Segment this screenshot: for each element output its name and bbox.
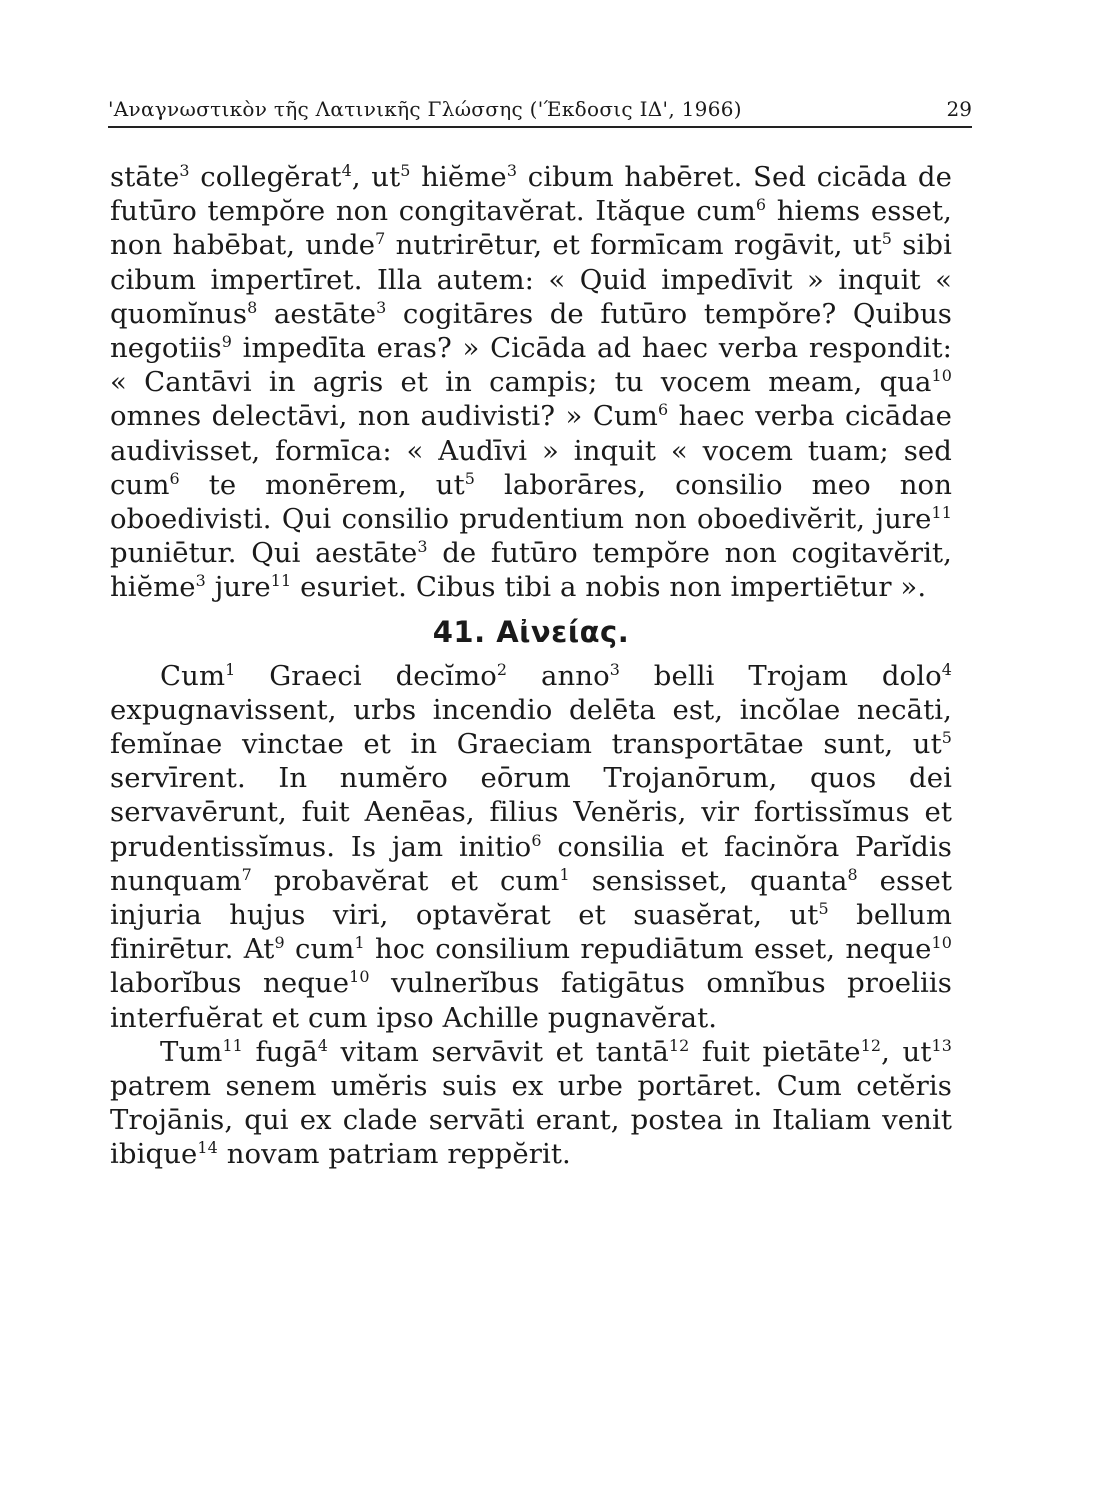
footnote-marker: 1 [225,659,236,679]
footnote-marker: 8 [847,864,858,884]
footnote-marker: 3 [609,659,620,679]
text-run: laborĭbus neque [110,967,350,1000]
footnote-marker: 14 [197,1138,218,1158]
footnote-marker: 1 [559,864,570,884]
text-run: hiĕme [410,161,507,193]
text-run: belli Trojam dolo [620,659,942,692]
text-run: bellum finirētur. At [110,899,952,966]
paragraph-aeneas-1 [110,659,952,1035]
footnote-marker: 5 [881,229,893,249]
footnote-marker: 11 [931,503,952,523]
footnote-marker: 3 [195,571,206,591]
text-run: vulnerĭbus fatigātus omnĭbus proeliis interfuĕrat et cum ipso Achille pugnavĕrat. [110,967,952,1034]
text-run: probavĕrat et cum [251,864,560,897]
footnote-marker: 11 [222,1036,243,1055]
footnote-marker: 4 [941,659,952,679]
text-run: puniētur. Qui aestāte [110,537,418,570]
footnote-marker: 6 [169,468,180,488]
text-run: fugā [242,1035,318,1068]
footnote-marker: 12 [668,1036,690,1055]
footnote-marker: 2 [496,659,508,679]
text-run: patrem senem umĕris suis ex urbe portāret. Cum cetĕris Trojānis, qui ex clade servāti erant, postea in Italiam venit ibique [110,1070,952,1171]
footnote-marker: 5 [400,161,411,181]
footnote-marker: 6 [657,400,669,420]
text-run: fuit pietāte [689,1035,861,1068]
text-run: haec verba cicādae audivisset, formīca: « Audīvi » inquit « vocem tuam; sed cum [110,400,952,501]
text-run: impedīta eras? » Cicāda ad haec verba respondit: « Cantāvi in agris et in campis; tu vocem meam, qua [110,332,952,399]
footnote-marker: 11 [270,571,292,591]
footnote-marker: 1 [354,933,365,953]
text-run: Cum [160,659,226,692]
text-run: sensisset, quanta [569,864,848,897]
text-run: servīrent. In numĕro eōrum Trojanōrum, quos dei servavērunt, fuit Aenēas, filius Venĕris, vir fortissĭmus et prudentissĭmus. Is jam initio [110,762,952,863]
footnote-marker: 10 [349,967,370,987]
footnote-marker: 6 [755,195,767,215]
footnote-marker: 5 [818,899,829,919]
text-run: cogitāres de futūro tempŏre? Quibus negotiis [110,297,952,365]
footnote-marker: 5 [941,728,952,748]
footnote-marker: 3 [179,161,190,181]
text-run: esset injuria hujus viri, optavĕrat et suasĕrat, ut [110,864,952,932]
footnote-marker: 7 [241,864,252,884]
footnote-marker: 12 [860,1036,882,1055]
footnote-marker: 13 [931,1036,953,1055]
text-run: cum [284,933,355,966]
footnote-marker: 7 [375,229,386,249]
footnote-marker: 4 [317,1036,329,1055]
text-run: , ut [881,1035,932,1068]
text-run: de futūro tempŏre non cogitavĕrit, hiĕme [110,537,952,604]
footnote-marker: 6 [531,830,542,850]
text-run: sibi cibum impertīret. Illa autem: « Quid impedīvit » inquit « quomĭnus [110,229,952,330]
text-run: novam patriam reppĕrit. [217,1138,571,1171]
text-run: nutrirētur, et formīcam rogāvit, ut [385,229,882,262]
page-body [110,160,952,1172]
footnote-marker: 5 [464,468,476,488]
text-run: collegĕrat [189,161,342,193]
running-header [108,92,972,128]
paragraph-aeneas-2 [110,1035,952,1172]
footnote-marker: 4 [341,161,352,181]
text-run: aestāte [257,297,377,330]
text-run: vitam servāvit et tantā [328,1035,669,1068]
text-run: , ut [351,161,401,193]
text-run: Tum [160,1035,223,1068]
text-run: cibum habēret. Sed cicāda de futūro tempŏre non congitavĕrat. Ităque cum [110,161,953,228]
text-run: hiems esset, non habēbat, unde [110,195,952,262]
text-run: laborāres, consilio meo non oboedivisti. Qui consilio prudentium non oboedivĕrit, jure [110,468,953,536]
text-run: expugnavissent, urbs incendio delēta est, incŏlae necāti, femĭnae vinctae et in Graeciam transportātae sunt, ut [110,693,952,761]
running-title: 'Αναγνωστικὸν τῆς Λατινικῆς Γλώσσης ('Έκδοσις ΙΔ', 1966) [108,97,742,121]
footnote-marker: 8 [247,297,258,317]
text-run: te monērem, ut [179,468,465,501]
text-run: jure [205,571,271,604]
text-run: consilia et facinŏra Parĭdis nunquam [110,830,952,897]
footnote-marker: 3 [417,537,428,557]
footnote-marker: 9 [221,332,232,352]
text-run: omnes delectāvi, non audivisti? » Cum [110,400,658,433]
page-number: 29 [946,97,972,121]
text-run: stāte [110,161,180,193]
text-run: esuriet. Cibus tibi a nobis non impertiētur ». [291,571,927,604]
text-run: hoc consilium repudiātum esset, neque [364,933,932,966]
text-run: anno [507,659,610,692]
footnote-marker: 3 [506,161,518,181]
footnote-marker: 10 [931,366,952,386]
footnote-marker: 9 [274,933,285,953]
footnote-marker: 10 [931,933,952,953]
footnote-marker: 3 [376,297,387,317]
paragraph-fable-end [110,160,952,605]
section-heading: 41. Αἰνείας. [432,614,630,649]
text-run: Graeci decĭmo [235,659,497,692]
